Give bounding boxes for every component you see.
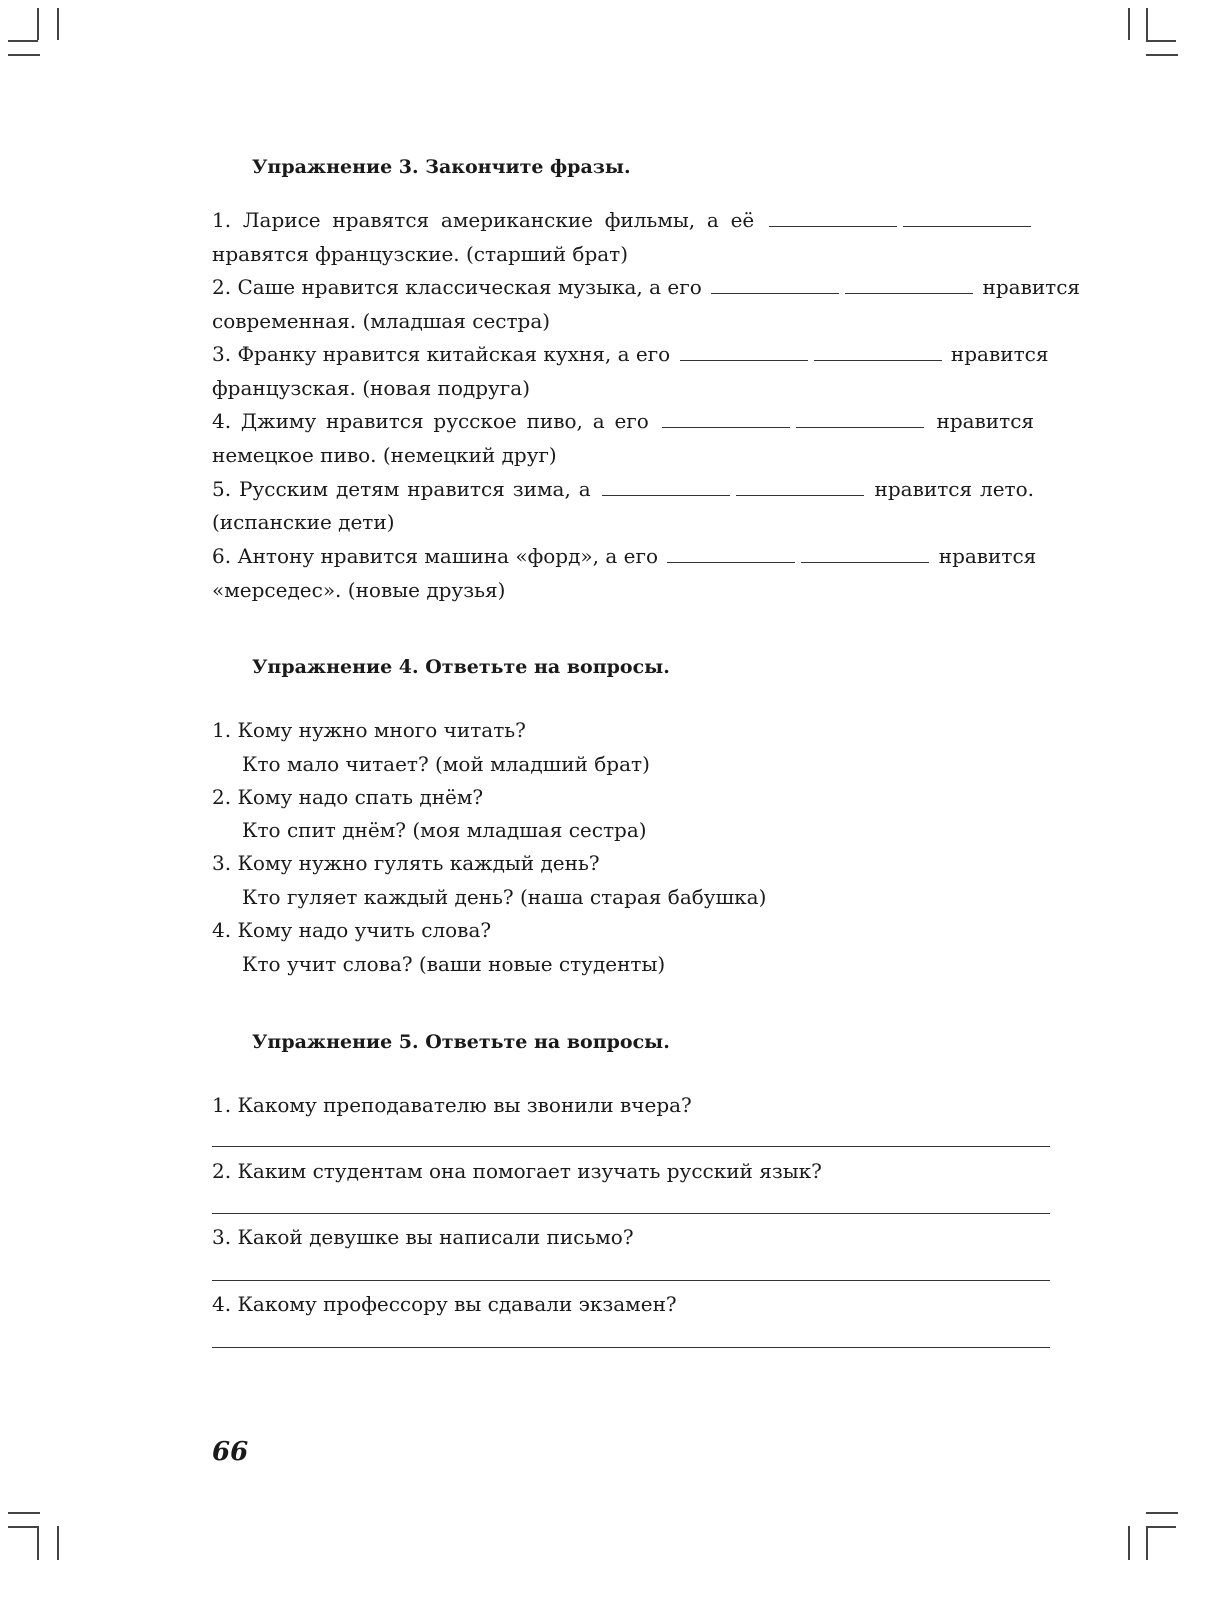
exercise-4-subquestion-2: Кто спит днём? (моя младшая сестра) [242, 818, 647, 842]
exercise-3-item-1-cont: нравятся французские. (старший брат) [212, 242, 629, 266]
answer-blank[interactable] [662, 411, 790, 428]
exercise-3-item-2-cont: современная. (младшая сестра) [212, 309, 551, 333]
answer-blank[interactable] [845, 277, 973, 294]
answer-blank[interactable] [711, 277, 839, 294]
exercise-3-item-5: 5. Русским детям нравится зима, а нравится лето. [212, 477, 1035, 501]
exercise-3-item-2: 2. Саше нравится классическая музыка, а его нравится [212, 275, 1081, 299]
exercise-5-question-4: 4. Какому профессору вы сдавали экзамен? [212, 1292, 677, 1316]
exercise-4-question-3: 3. Кому нужно гулять каждый день? [212, 851, 600, 875]
exercise-3-item-3-cont: французская. (новая подруга) [212, 376, 530, 400]
answer-blank[interactable] [814, 344, 942, 361]
answer-blank[interactable] [736, 479, 864, 496]
exercise-4-question-4: 4. Кому надо учить слова? [212, 918, 492, 942]
exercise-5-question-1: 1. Какому преподавателю вы звонили вчера? [212, 1093, 692, 1117]
answer-line[interactable] [212, 1280, 1050, 1281]
exercise-3-item-3: 3. Франку нравится китайская кухня, а его нравится [212, 342, 1049, 366]
exercise-5-question-2: 2. Каким студентам она помогает изучать русский язык? [212, 1159, 822, 1183]
exercise-4-question-2: 2. Кому надо спать днём? [212, 785, 484, 809]
exercise-3-title: Упражнение 3. Закончите фразы. [252, 156, 631, 178]
exercise-4-question-1: 1. Кому нужно много читать? [212, 718, 526, 742]
answer-blank[interactable] [769, 210, 897, 227]
page-number: 66 [212, 1437, 249, 1467]
exercise-3-item-5-cont: (испанские дети) [212, 510, 395, 534]
exercise-3-item-4-cont: немецкое пиво. (немецкий друг) [212, 443, 557, 467]
exercise-3-item-1: 1. Ларисе нравятся американские фильмы, а её [212, 207, 1034, 233]
answer-line[interactable] [212, 1213, 1050, 1214]
exercise-3-item-6-cont: «мерседес». (новые друзья) [212, 578, 506, 602]
exercise-5-title: Упражнение 5. Ответьте на вопросы. [252, 1031, 670, 1053]
exercise-4-title: Упражнение 4. Ответьте на вопросы. [252, 656, 670, 678]
answer-blank[interactable] [602, 479, 730, 496]
answer-blank[interactable] [801, 546, 929, 563]
answer-blank[interactable] [667, 546, 795, 563]
exercise-3-item-6: 6. Антону нравится машина «форд», а его нравится [212, 544, 1037, 568]
exercise-4-subquestion-4: Кто учит слова? (ваши новые студенты) [242, 952, 666, 976]
answer-blank[interactable] [680, 344, 808, 361]
answer-blank[interactable] [796, 411, 924, 428]
exercise-4-subquestion-1: Кто мало читает? (мой младший брат) [242, 752, 650, 776]
exercise-3-item-4: 4. Джиму нравится русское пиво, а его нравится [212, 409, 1035, 433]
answer-line[interactable] [212, 1347, 1050, 1348]
answer-blank[interactable] [903, 210, 1031, 227]
exercise-5-question-3: 3. Какой девушке вы написали письмо? [212, 1225, 634, 1249]
answer-line[interactable] [212, 1146, 1050, 1147]
exercise-4-subquestion-3: Кто гуляет каждый день? (наша старая бабушка) [242, 885, 767, 909]
